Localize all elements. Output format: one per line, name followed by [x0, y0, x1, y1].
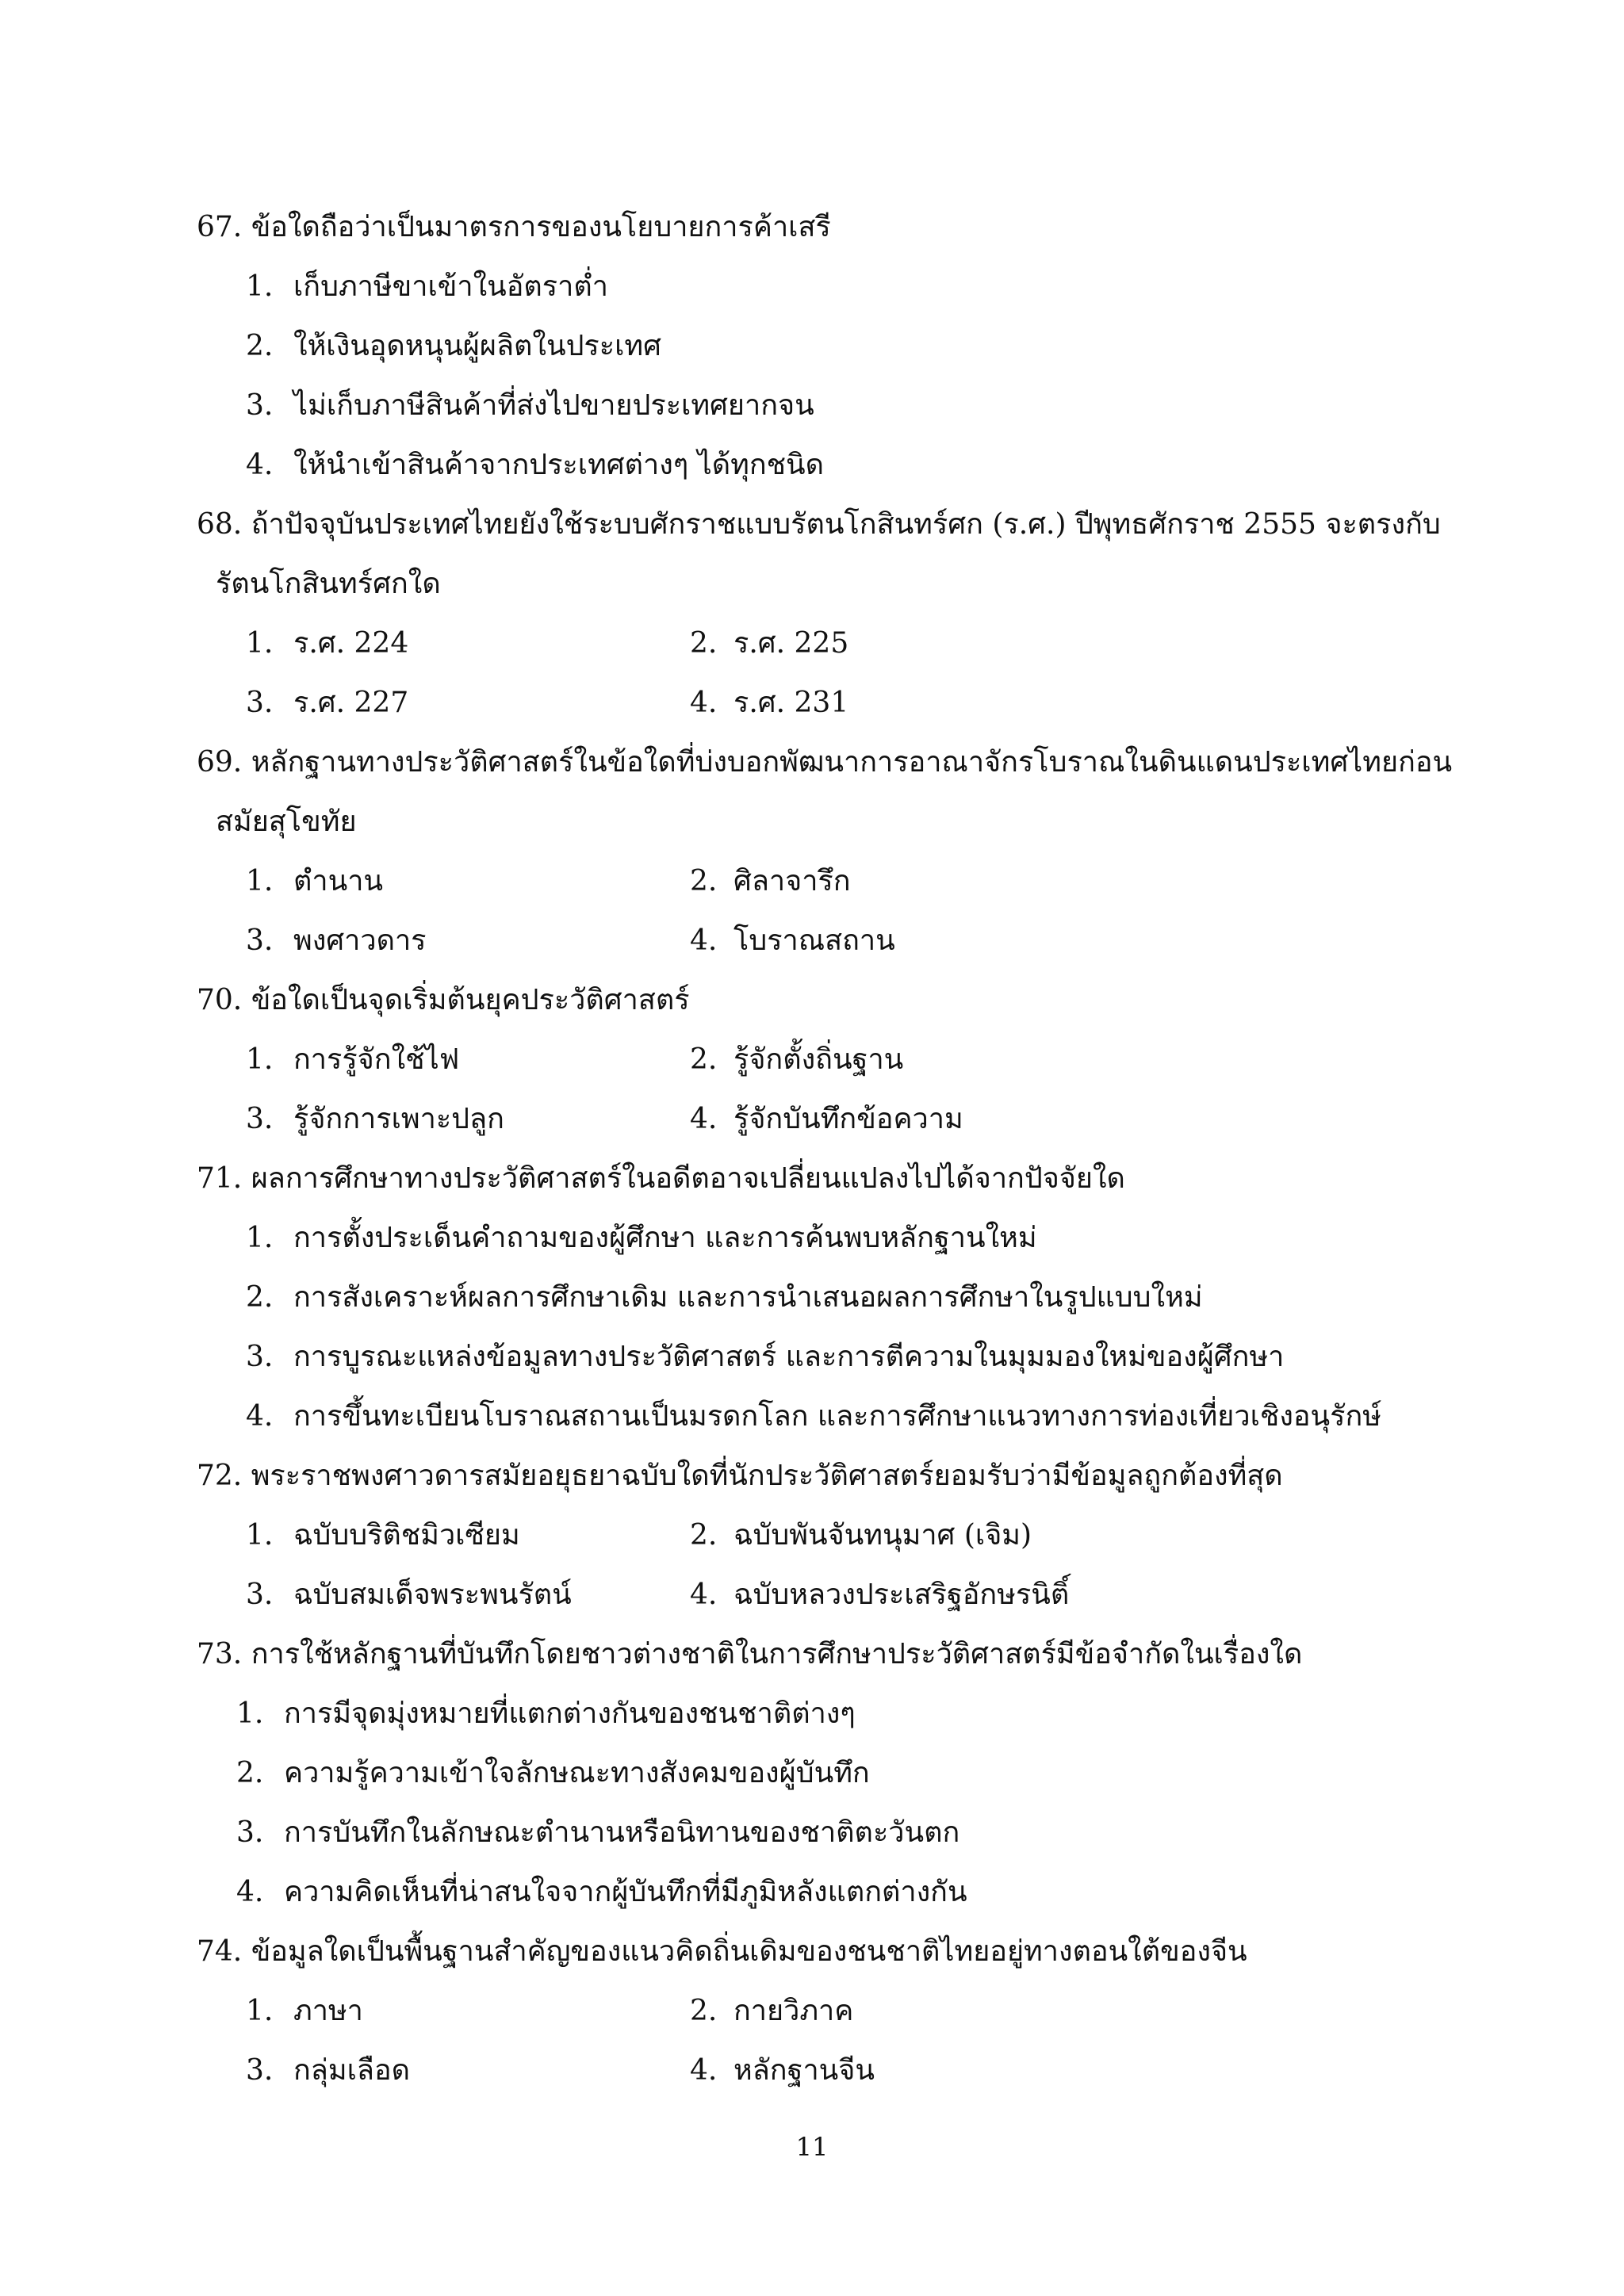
option-text: ให้นำเข้าสินค้าจากประเทศต่างๆ ได้ทุกชนิด	[293, 449, 825, 481]
question-73-stem: 73. การใช้หลักฐานที่บันทึกโดยชาวต่างชาติในการศึกษาประวัติศาสตร์มีข้อจำกัดในเรื่องใด	[197, 1638, 1303, 1670]
option-text: ความคิดเห็นที่น่าสนใจจากผู้บันทึกที่มีภูมิหลังแตกต่างกัน	[284, 1876, 967, 1908]
option-number: 1.	[246, 1995, 274, 2027]
option-number: 3.	[246, 389, 274, 422]
option-text: หลักฐานจีน	[733, 2054, 875, 2087]
option-text: การขึ้นทะเบียนโบราณสถานเป็นมรดกโลก และการศึกษาแนวทางการท่องเที่ยวเชิงอนุรักษ์	[293, 1400, 1381, 1433]
option-number: 1.	[246, 627, 274, 660]
option-text: รู้จักบันทึกข้อความ	[733, 1103, 963, 1135]
option-number: 4.	[246, 1400, 274, 1433]
option-number: 4.	[690, 924, 718, 957]
question-67-stem: 67. ข้อใดถือว่าเป็นมาตรการของนโยบายการค้าเสรี	[197, 211, 831, 243]
option-text: การมีจุดมุ่งหมายที่แตกต่างกันของชนชาติต่างๆ	[284, 1697, 856, 1730]
option-number: 4.	[690, 1103, 718, 1135]
option-number: 2.	[690, 1995, 718, 2027]
option-number: 3.	[246, 1341, 274, 1373]
option-text: ร.ศ. 227	[293, 687, 409, 719]
question-69-stem-continued: สมัยสุโขทัย	[216, 806, 357, 838]
option-number: 4.	[690, 1578, 718, 1611]
question-69-stem: 69. หลักฐานทางประวัติศาสตร์ในข้อใดที่บ่งบอกพัฒนาการอาณาจักรโบราณในดินแดนประเทศไทยก่อน	[197, 746, 1453, 779]
option-number: 3.	[236, 1816, 264, 1849]
question-71-stem: 71. ผลการศึกษาทางประวัติศาสตร์ในอดีตอาจเปลี่ยนแปลงไปได้จากปัจจัยใด	[197, 1162, 1125, 1195]
option-number: 1.	[246, 1519, 274, 1552]
question-68-stem-continued: รัตนโกสินทร์ศกใด	[216, 568, 441, 600]
option-text: ฉบับบริติชมิวเซียม	[293, 1519, 520, 1552]
option-text: การตั้งประเด็นคำถามของผู้ศึกษา และการค้นพบหลักฐานใหม่	[293, 1222, 1037, 1254]
option-number: 2.	[246, 330, 274, 362]
option-text: โบราณสถาน	[733, 924, 895, 957]
option-text: ร.ศ. 225	[733, 627, 849, 660]
option-text: กายวิภาค	[733, 1995, 854, 2027]
option-number: 2.	[246, 1281, 274, 1314]
option-text: ร.ศ. 224	[293, 627, 409, 660]
option-number: 3.	[246, 1578, 274, 1611]
option-number: 1.	[246, 1043, 274, 1076]
option-text: ฉบับพันจันทนุมาศ (เจิม)	[733, 1519, 1032, 1552]
option-text: การบันทึกในลักษณะตำนานหรือนิทานของชาติตะวันตก	[284, 1816, 960, 1849]
option-text: ศิลาจารึก	[733, 865, 851, 897]
option-number: 2.	[690, 627, 718, 660]
option-number: 2.	[690, 865, 718, 897]
option-number: 3.	[246, 687, 274, 719]
option-number: 4.	[236, 1876, 264, 1908]
option-text: กลุ่มเลือด	[293, 2054, 410, 2087]
option-number: 3.	[246, 1103, 274, 1135]
option-number: 3.	[246, 924, 274, 957]
option-text: การสังเคราะห์ผลการศึกษาเดิม และการนำเสนอผลการศึกษาในรูปแบบใหม่	[293, 1281, 1203, 1314]
option-number: 2.	[690, 1043, 718, 1076]
option-text: การรู้จักใช้ไฟ	[293, 1043, 460, 1076]
option-number: 2.	[690, 1519, 718, 1552]
option-text: ไม่เก็บภาษีสินค้าที่ส่งไปขายประเทศยากจน	[293, 389, 814, 422]
option-text: รู้จักการเพาะปลูก	[293, 1103, 504, 1135]
option-number: 4.	[690, 687, 718, 719]
question-70-stem: 70. ข้อใดเป็นจุดเริ่มต้นยุคประวัติศาสตร์	[197, 984, 690, 1016]
option-text: ฉบับสมเด็จพระพนรัตน์	[293, 1578, 572, 1611]
option-number: 1.	[246, 865, 274, 897]
option-text: ภาษา	[293, 1995, 363, 2027]
option-number: 1.	[246, 1222, 274, 1254]
option-text: การบูรณะแหล่งข้อมูลทางประวัติศาสตร์ และการตีความในมุมมองใหม่ของผู้ศึกษา	[293, 1341, 1285, 1373]
option-text: ตำนาน	[293, 865, 384, 897]
option-number: 2.	[236, 1757, 264, 1789]
question-74-stem: 74. ข้อมูลใดเป็นพื้นฐานสำคัญของแนวคิดถิ่นเดิมของชนชาติไทยอยู่ทางตอนใต้ของจีน	[197, 1935, 1247, 1968]
option-text: เก็บภาษีขาเข้าในอัตราต่ำ	[293, 270, 608, 303]
option-text: พงศาวดาร	[293, 924, 427, 957]
option-number: 1.	[246, 270, 274, 303]
option-number: 4.	[690, 2054, 718, 2087]
option-text: ร.ศ. 231	[733, 687, 849, 719]
option-number: 1.	[236, 1697, 264, 1730]
option-number: 4.	[246, 449, 274, 481]
option-text: ให้เงินอุดหนุนผู้ผลิตในประเทศ	[293, 330, 661, 362]
option-text: ฉบับหลวงประเสริฐอักษรนิติ์	[733, 1578, 1070, 1611]
option-number: 3.	[246, 2054, 274, 2087]
page-number: 11	[795, 2132, 829, 2162]
question-72-stem: 72. พระราชพงศาวดารสมัยอยุธยาฉบับใดที่นักประวัติศาสตร์ยอมรับว่ามีข้อมูลถูกต้องที่สุด	[197, 1460, 1283, 1492]
option-text: ความรู้ความเข้าใจลักษณะทางสังคมของผู้บันทึก	[284, 1757, 870, 1789]
option-text: รู้จักตั้งถิ่นฐาน	[733, 1043, 904, 1076]
question-68-stem: 68. ถ้าปัจจุบันประเทศไทยยังใช้ระบบศักราชแบบรัตนโกสินทร์ศก (ร.ศ.) ปีพุทธศักราช 2555 จะตรงกับ	[197, 508, 1441, 541]
